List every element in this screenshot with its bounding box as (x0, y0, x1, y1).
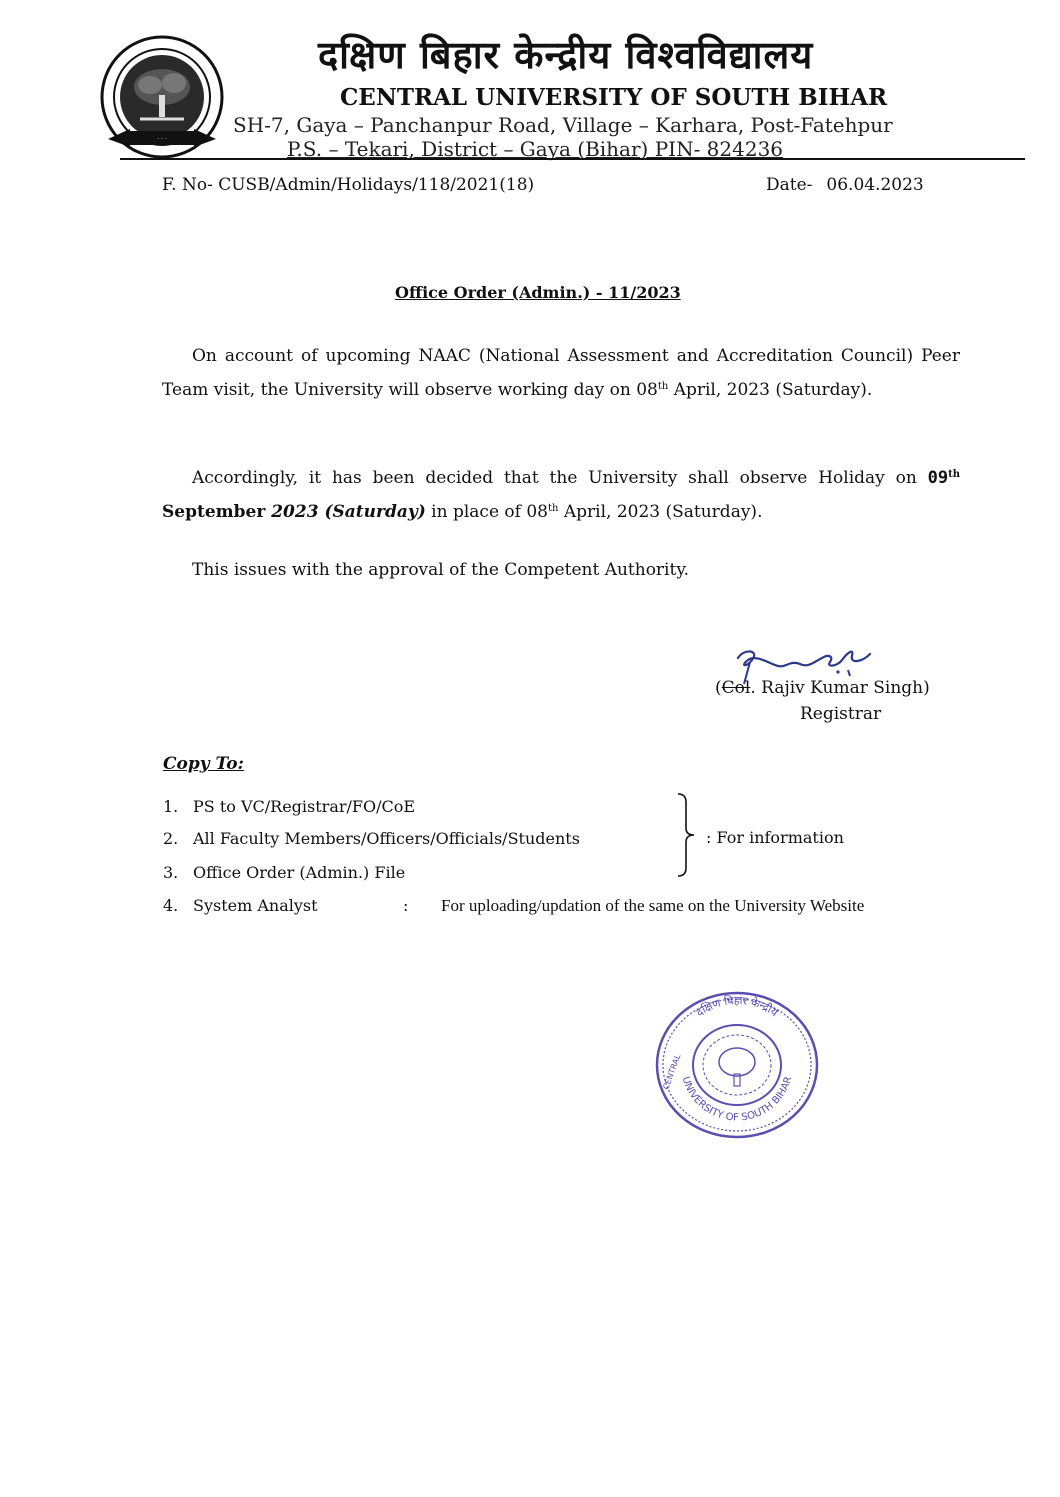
list-number: 2. (163, 829, 179, 848)
office-order-title: Office Order (Admin.) - 11/2023 (395, 283, 681, 302)
paragraph-approval: This issues with the approval of the Competent Authority. (192, 560, 690, 580)
para1-sup: th (657, 381, 669, 392)
list-text: PS to VC/Registrar/FO/CoE (193, 797, 416, 816)
university-logo-icon (100, 35, 224, 159)
list-text: All Faculty Members/Officers/Officials/Students (193, 829, 580, 848)
paragraph-naac-visit (162, 339, 960, 407)
date-value: 06.04.2023 (826, 175, 924, 195)
list-number: 1. (163, 797, 179, 816)
university-name-english: CENTRAL UNIVERSITY OF SOUTH BIHAR (340, 84, 888, 111)
order-date (766, 175, 924, 195)
list-item (163, 829, 580, 848)
sign-open-paren: ( (715, 678, 722, 698)
svg-text:· · ·: · · · (157, 136, 167, 143)
copy-to-heading: Copy To: (163, 754, 244, 774)
list-number: 3. (163, 863, 179, 882)
sign-name-rest: . Rajiv Kumar Singh) (750, 678, 930, 698)
paragraph-holiday-decision (162, 461, 960, 529)
copy-purpose-information: : For information (706, 828, 844, 847)
address-line-1: SH-7, Gaya – Panchanpur Road, Village – Karhara, Post-Fatehpur (233, 113, 893, 137)
para2-text: Accordingly, it has been decided that the University shall observe Holiday on (192, 468, 928, 488)
list-text: Office Order (Admin.) File (193, 863, 406, 882)
list-number: 4. (163, 896, 179, 915)
seal-left-text: CENTRAL (661, 1053, 683, 1091)
list-text: System Analyst (193, 896, 318, 915)
list-item (163, 863, 405, 882)
letterhead-divider (120, 158, 1025, 160)
para1-text-end: April, 2023 (Saturday). (668, 380, 873, 400)
para2-holiday-day: 09 (927, 468, 949, 488)
sign-rank: Col (721, 678, 751, 698)
address-line-2: P.S. – Tekari, District – Gaya (Bihar) PIN- 824236 (287, 137, 784, 161)
para1-text: On account of upcoming NAAC (National Assessment and Accreditation Council) Peer Team visit, the University will observe working day on 08 (162, 346, 960, 400)
list-item (163, 797, 415, 816)
para2-holiday-sup: th (948, 469, 960, 480)
para2-sup: th (547, 503, 559, 514)
list-item (163, 896, 318, 915)
university-name-hindi: दक्षिण बिहार केन्द्रीय विश्वविद्यालय (318, 33, 814, 77)
university-seal-stamp (654, 990, 820, 1140)
signatory-designation: Registrar (800, 704, 882, 724)
signatory-name (715, 678, 930, 698)
right-brace-icon (676, 792, 700, 878)
seal-bottom-text: UNIVERSITY OF SOUTH BIHAR (679, 1075, 795, 1124)
seal-top-text: दक्षिण बिहार केन्द्रीय (693, 993, 781, 1020)
para2-holiday-month: September (162, 502, 266, 522)
item4-colon: : (403, 896, 409, 915)
para2-text-mid: in place of 08 (425, 502, 548, 522)
date-label: Date- (766, 175, 813, 195)
para2-holiday-year: 2023 (Saturday) (265, 502, 426, 522)
para2-text-end: April, 2023 (Saturday). (558, 502, 763, 522)
file-number: F. No- CUSB/Admin/Holidays/118/2021(18) (162, 175, 535, 195)
item4-purpose: For uploading/updation of the same on the University Website (441, 896, 865, 915)
